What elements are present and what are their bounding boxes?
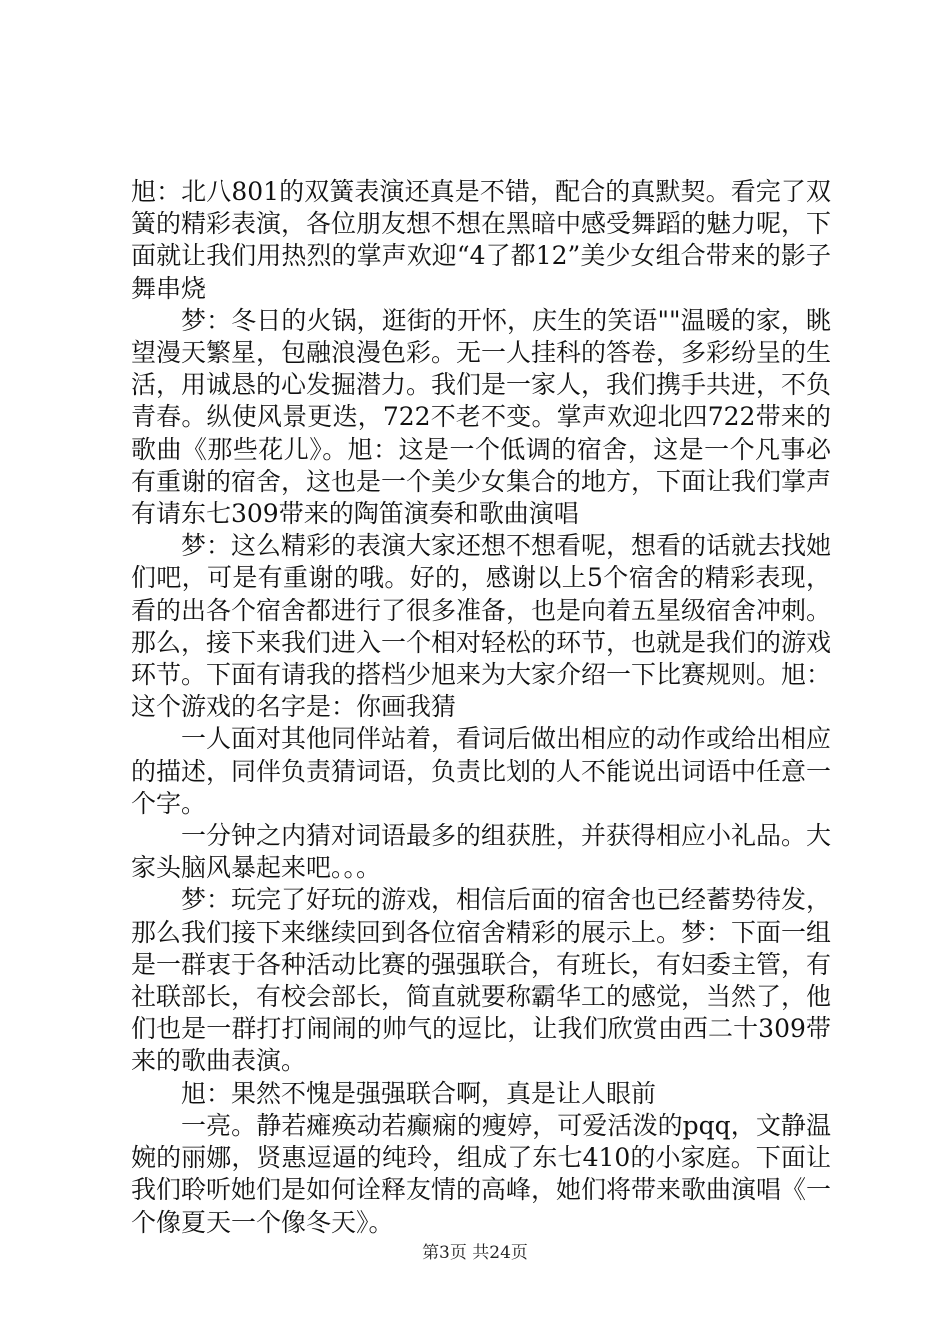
- paragraph: 旭：果然不愧是强强联合啊，真是让人眼前: [181, 1078, 657, 1108]
- paragraph: 梦：玩完了好玩的游戏，相信后面的宿舍也已经蓄势待发，那么我们接下来继续回到各位宿舍精彩的展示上。梦：下面一组是一群衷于各种活动比赛的强强联合，有班长，有妇委主管，有社联部长，有校会部长，简直就要称霸华工的感觉，当然了，他们也是一群打打闹闹的帅气的逗比，让我们欣赏由西二十309带来的歌曲表演。: [131, 885, 832, 1076]
- paragraph: 一亮。静若瘫痪动若癫痫的瘦婷，可爱活泼的pqq，文静温婉的丽娜，贤惠逗逼的纯玲，组成了东七410的小家庭。下面让我们聆听她们是如何诠释友情的高峰，她们将带来歌曲演唱《一个像夏天一个像冬天》。: [131, 1110, 832, 1237]
- paragraph: 一分钟之内猜对词语最多的组获胜，并获得相应小礼品。大家头脑风暴起来吧。。。: [131, 821, 832, 883]
- page-number-footer: 第3页 共24页: [422, 1243, 528, 1263]
- paragraph: 一人面对其他同伴站着，看词后做出相应的动作或给出相应的描述，同伴负责猜词语，负责比划的人不能说出词语中任意一个字。: [131, 724, 832, 818]
- body-text: [131, 176, 831, 1239]
- paragraph: 梦：冬日的火锅，逛街的开怀，庆生的笑语""温暖的家，眺望漫天繁星，包融浪漫色彩。无一人挂科的答卷，多彩纷呈的生活，用诚恳的心发掘潜力。我们是一家人，我们携手共进，不负青春。纵使风景更迭，722不老不变。掌声欢迎北四722带来的歌曲《那些花儿》。旭：这是一个低调的宿舍，这是一个凡事必有重谢的宿舍，这也是一个美少女集合的地方，下面让我们掌声有请东七309带来的陶笛演奏和歌曲演唱: [131, 305, 832, 529]
- paragraph: 旭：北八801的双簧表演还真是不错，配合的真默契。看完了双簧的精彩表演，各位朋友想不想在黑暗中感受舞蹈的魅力呢，下面就让我们用热烈的掌声欢迎“4了都12”美少女组合带来的影子舞串烧: [131, 177, 832, 303]
- paragraph: 梦：这么精彩的表演大家还想不想看呢，想看的话就去找她们吧，可是有重谢的哦。好的，感谢以上5个宿舍的精彩表现，看的出各个宿舍都进行了很多准备，也是向着五星级宿舍冲刺。那么，接下来我们进入一个相对轻松的环节，也就是我们的游戏环节。下面有请我的搭档少旭来为大家介绍一下比赛规则。旭：这个游戏的名字是：你画我猜: [131, 531, 832, 722]
